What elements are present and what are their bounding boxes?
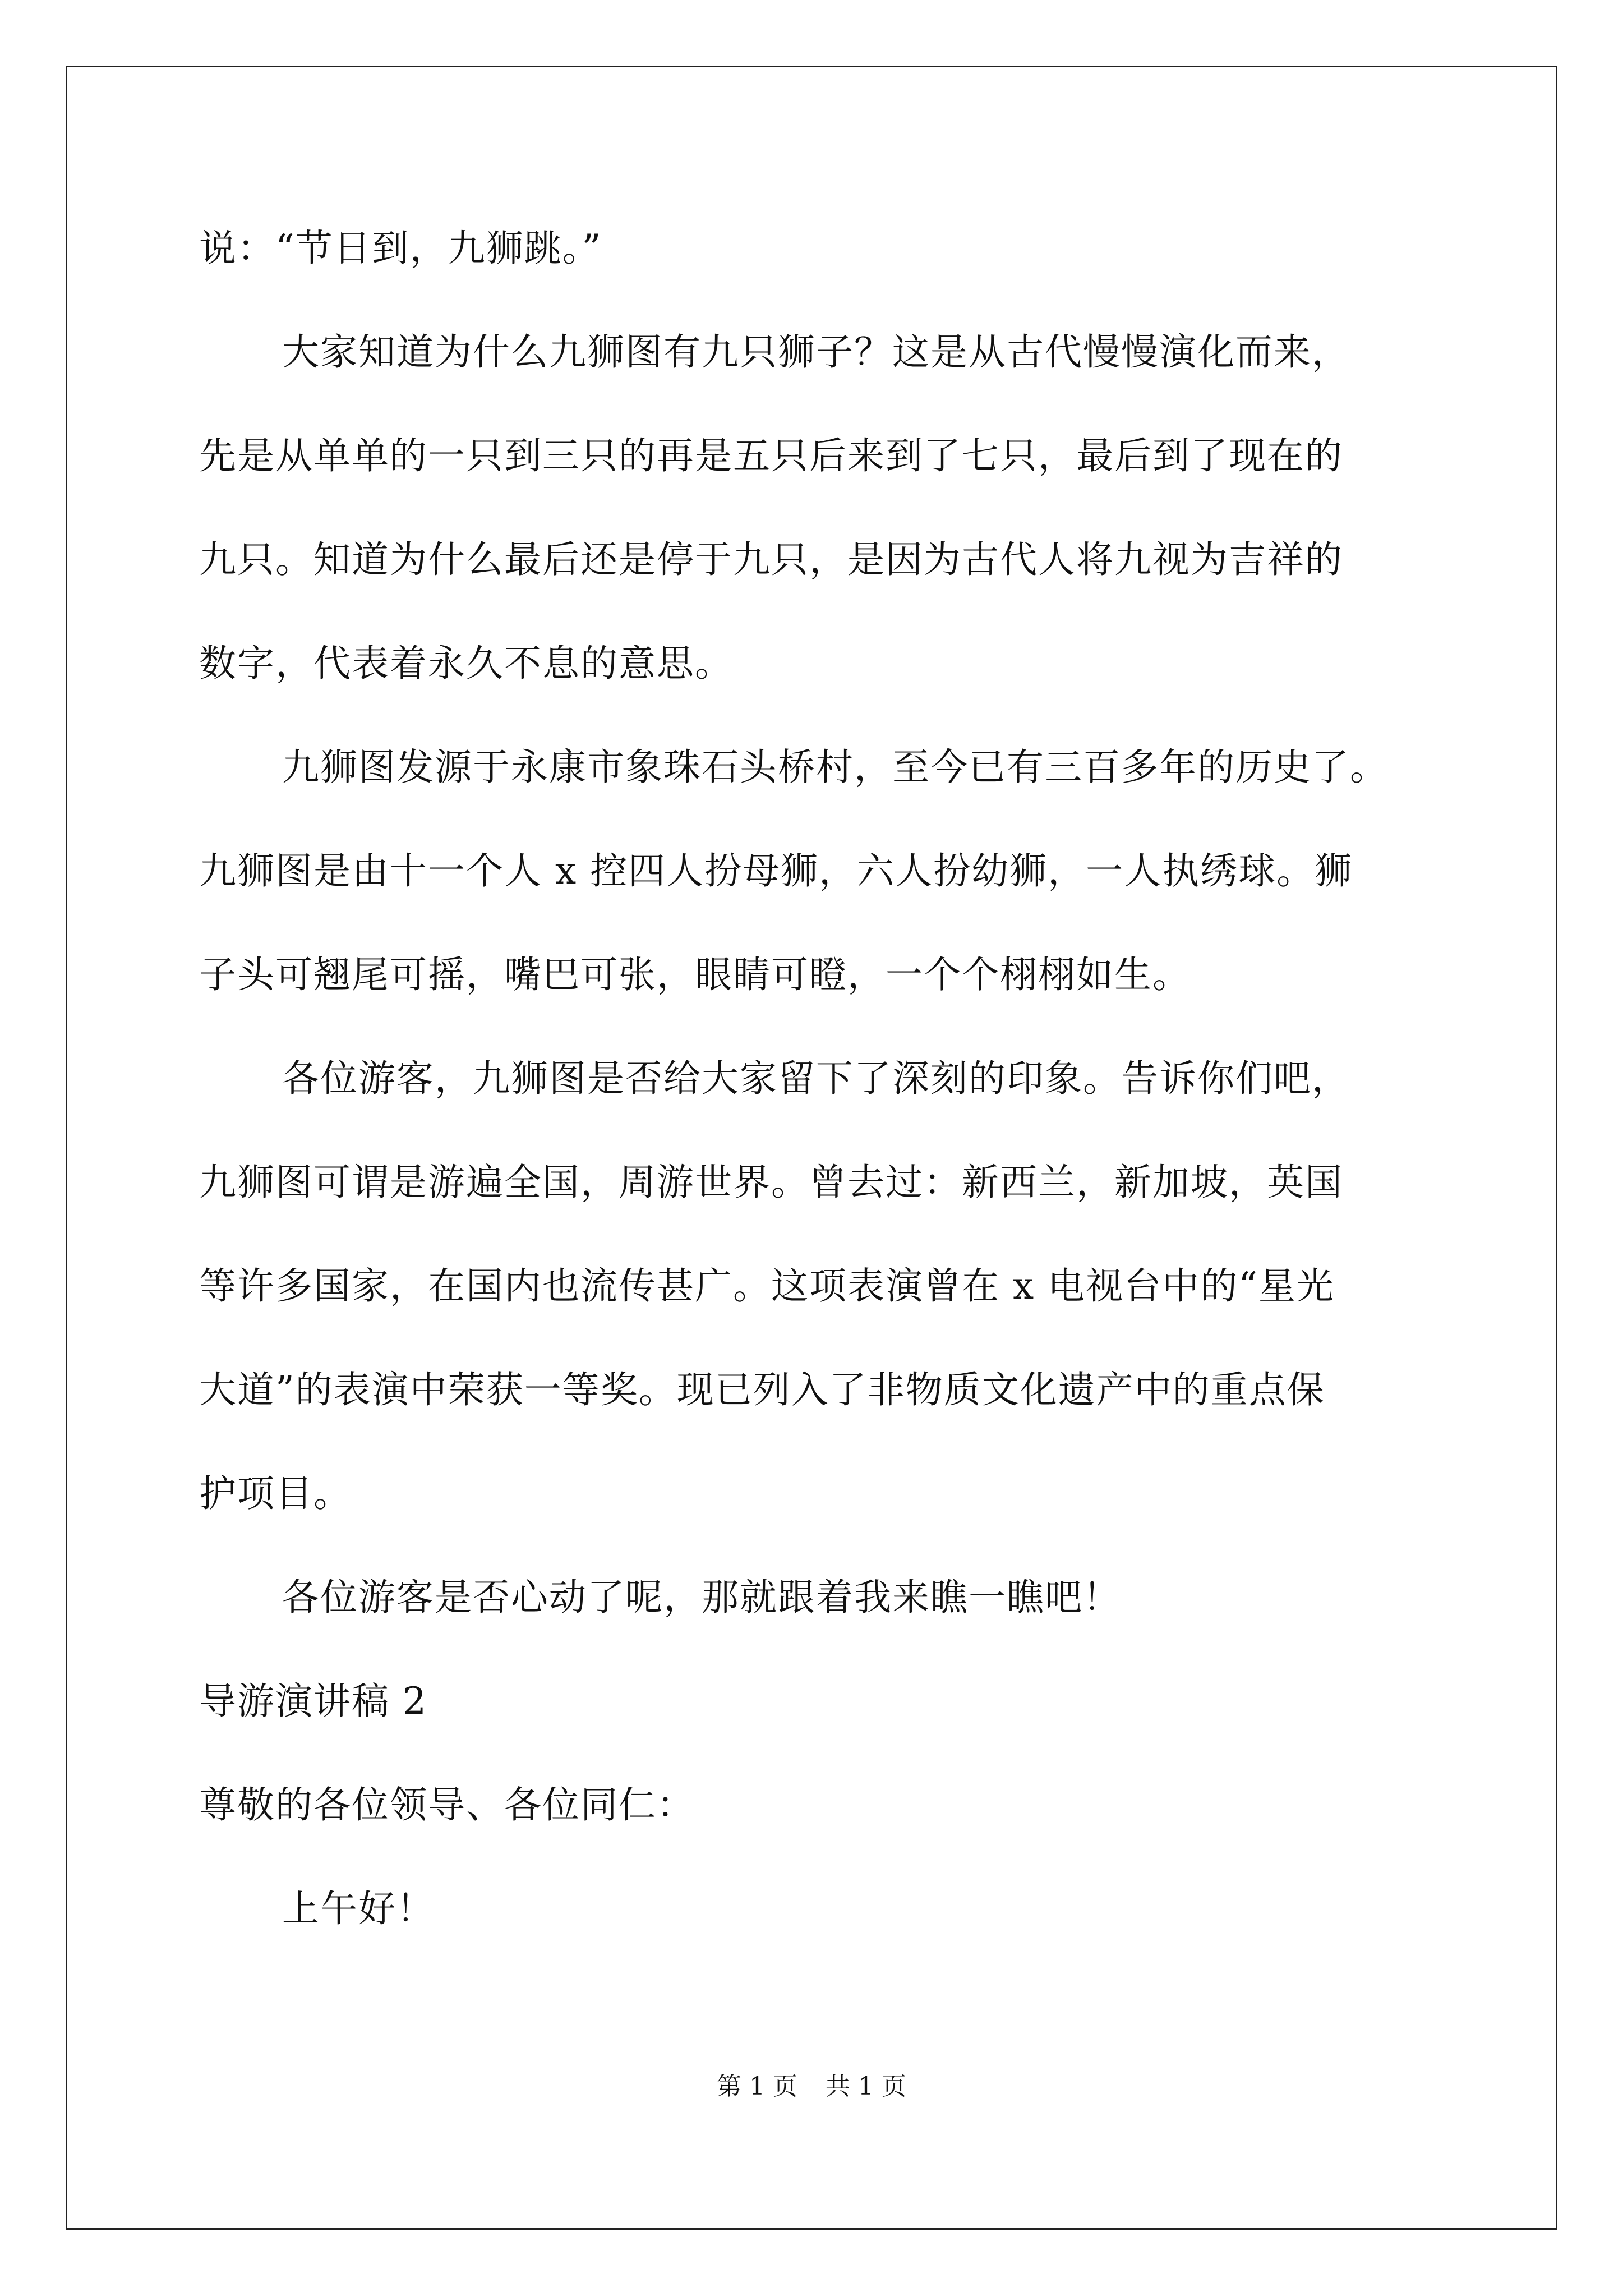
text-line: 九只。知道为什么最后还是停于九只，是因为古代人将九视为吉祥的 bbox=[199, 538, 1343, 581]
greeting: 上午好！ bbox=[282, 1887, 435, 1930]
text-line: 等许多国家，在国内也流传甚广。这项表演曾在 x 电视台中的“星光 bbox=[199, 1264, 1335, 1308]
section-heading: 导游演讲稿 2 bbox=[199, 1680, 427, 1723]
text-line: 九狮图是由十一个人 x 控四人扮母狮，六人扮幼狮，一人执绣球。狮 bbox=[199, 849, 1353, 892]
text-line: 九狮图发源于永康市象珠石头桥村，至今已有三百多年的历史了。 bbox=[282, 746, 1388, 789]
text-line: 九狮图可谓是游遍全国，周游世界。曾去过：新西兰，新加坡，英国 bbox=[199, 1161, 1343, 1204]
document-body bbox=[199, 196, 1455, 1961]
salutation: 尊敬的各位领导、各位同仁： bbox=[199, 1783, 695, 1826]
text-line: 先是从单单的一只到三只的再是五只后来到了七只，最后到了现在的 bbox=[199, 434, 1343, 477]
text-line: 子头可翘尾可摇，嘴巴可张，眼睛可瞪，一个个栩栩如生。 bbox=[199, 953, 1191, 996]
text-line: 大家知道为什么九狮图有九只狮子？这是从古代慢慢演化而来， bbox=[282, 330, 1350, 374]
text-line: 大道”的表演中荣获一等奖。现已列入了非物质文化遗产中的重点保 bbox=[199, 1368, 1325, 1411]
page-total: 共 1 页 bbox=[826, 2072, 906, 2101]
text-line: 各位游客，九狮图是否给大家留下了深刻的印象。告诉你们吧， bbox=[282, 1057, 1350, 1100]
page-footer bbox=[0, 2070, 1623, 2104]
text-line: 护项目。 bbox=[199, 1472, 352, 1515]
text-line: 数字，代表着永久不息的意思。 bbox=[199, 642, 733, 685]
page-number: 第 1 页 bbox=[717, 2072, 797, 2101]
text-line: 各位游客是否心动了呢，那就跟着我来瞧一瞧吧！ bbox=[282, 1576, 1121, 1619]
text-line: 说：“节日到，九狮跳。” bbox=[199, 227, 602, 270]
